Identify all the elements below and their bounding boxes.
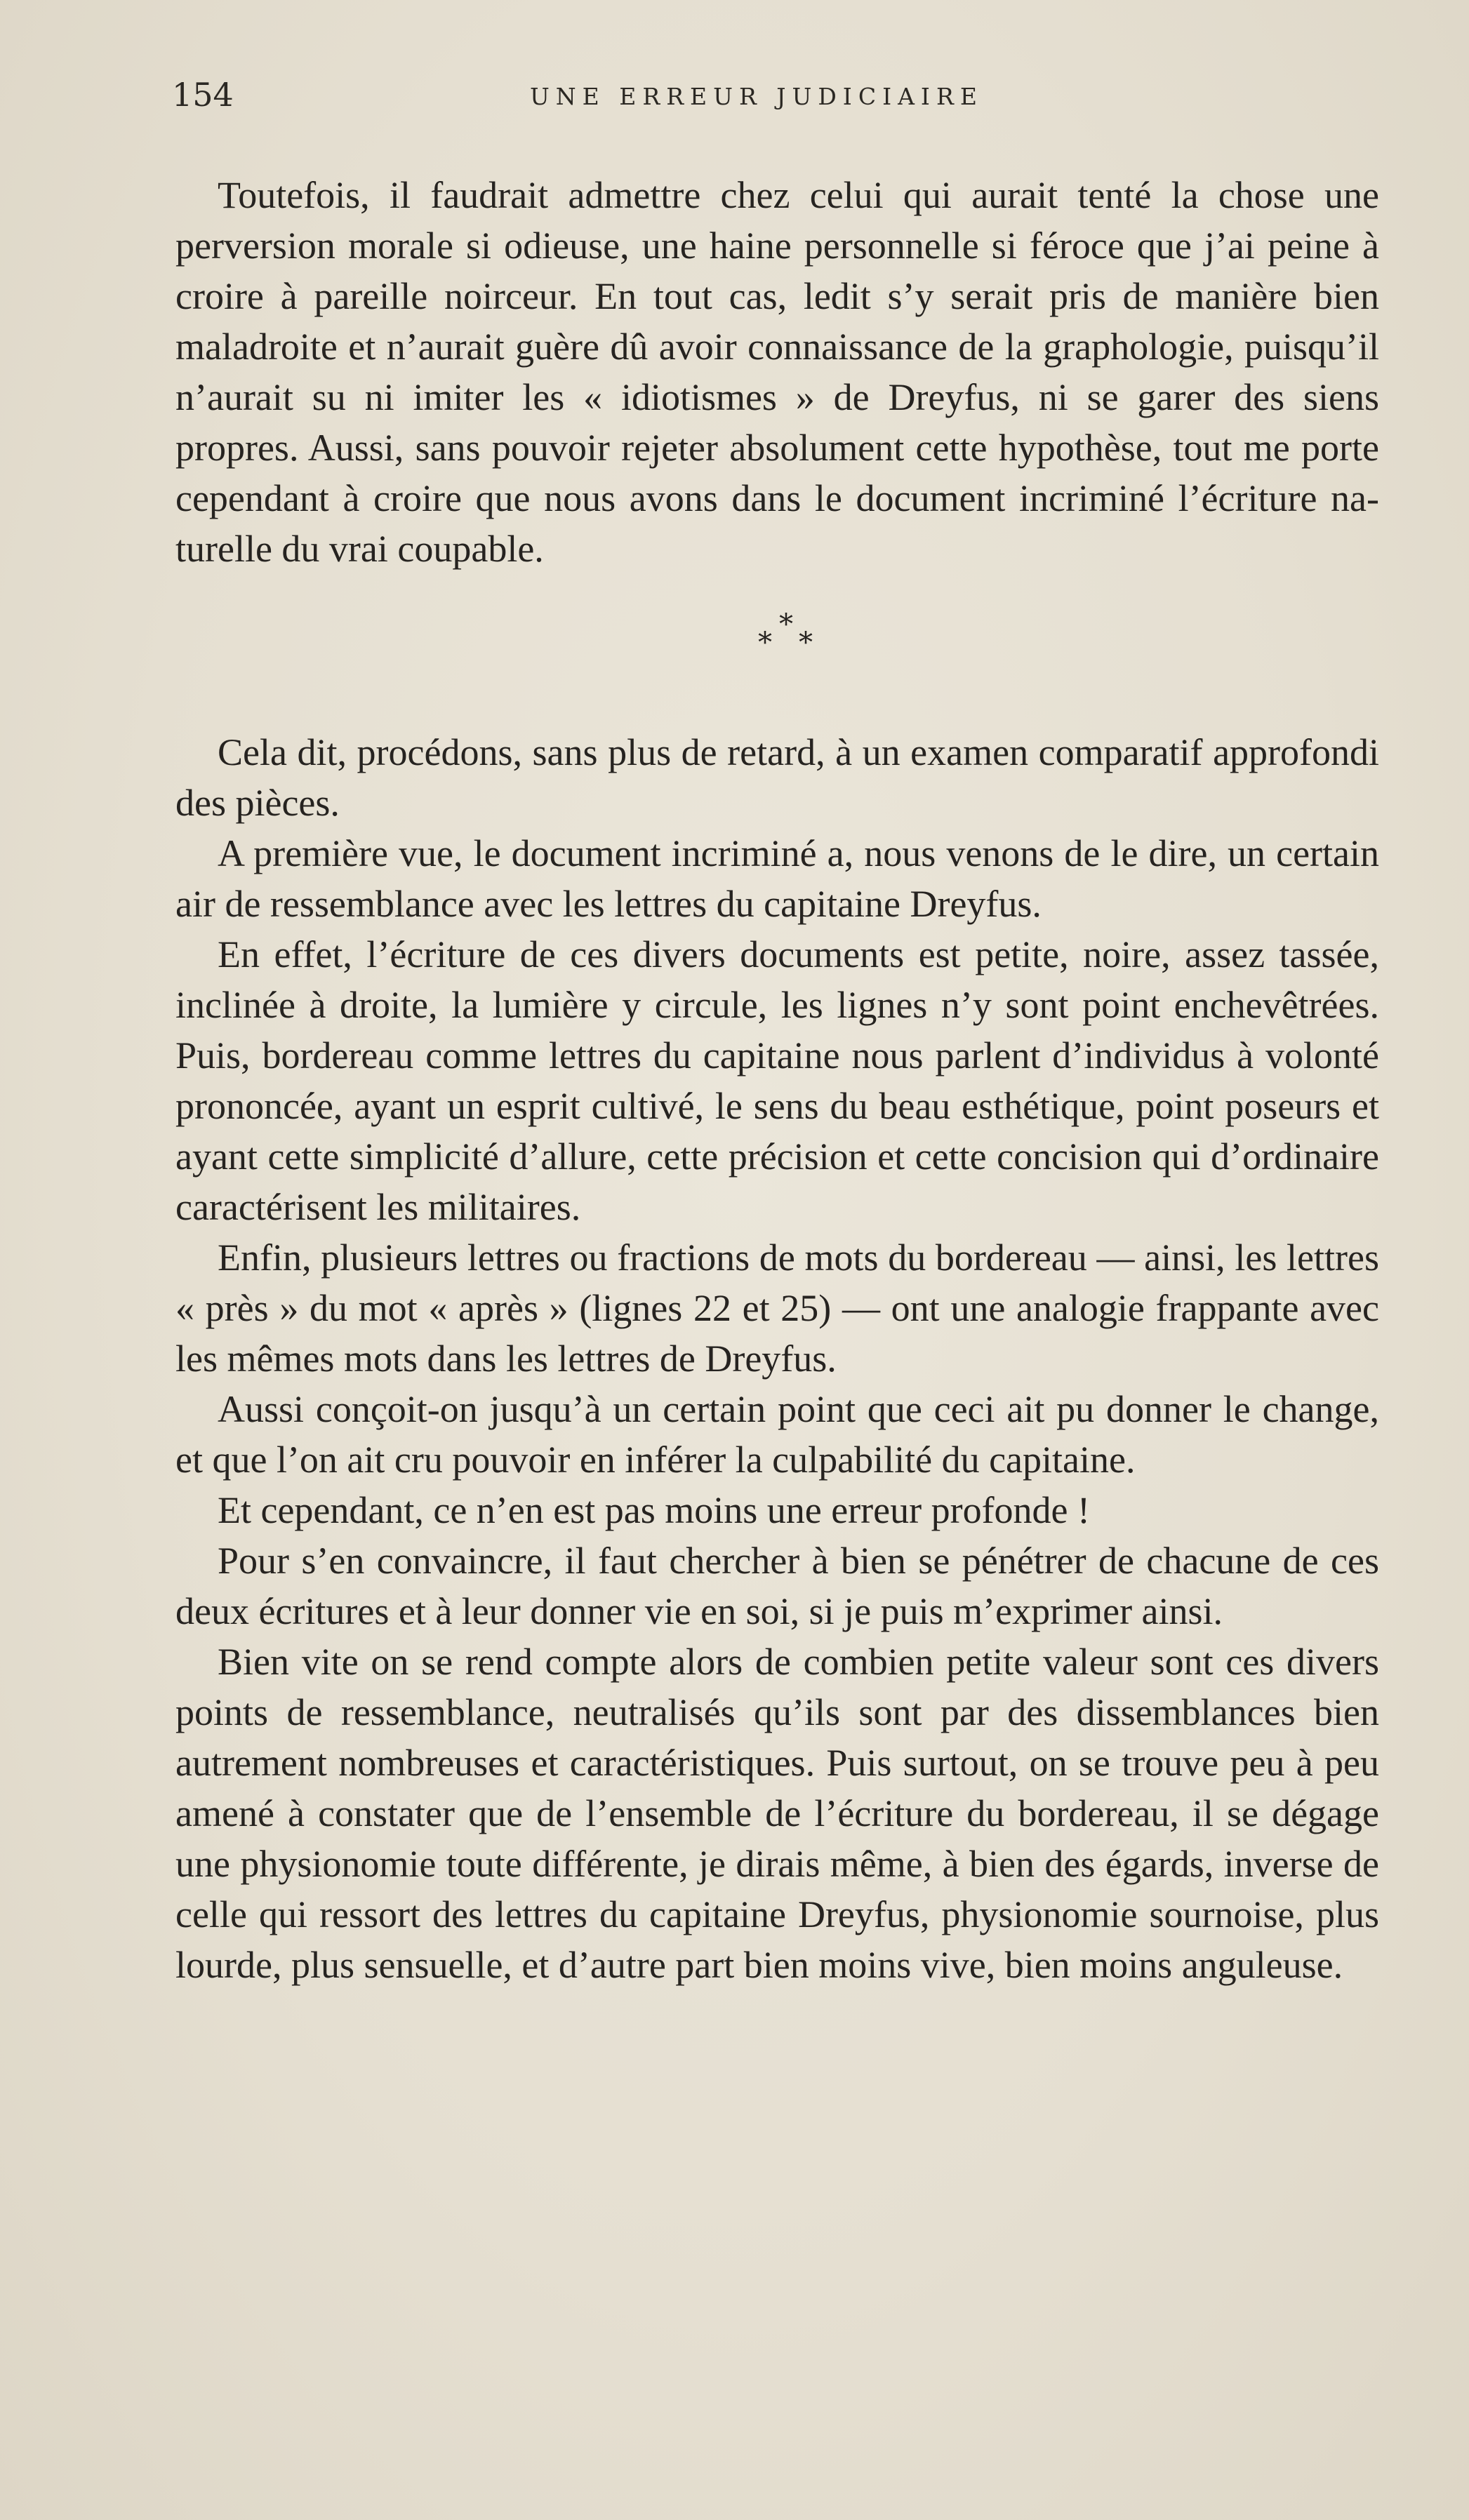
page-body xyxy=(175,170,1379,1990)
section-asterism xyxy=(175,574,1379,727)
paragraph-examen: Cela dit, procédons, sans plus de retard, à un examen comparatif approfondi des pièces. xyxy=(175,731,1379,824)
running-title: UNE ERREUR JUDICIAIRE xyxy=(530,83,983,110)
paragraph-premiere-vue: A première vue, le document incriminé a, nous venons de le dire, un certain air de ressemblance avec les lettres du capitaine Dreyfus. xyxy=(175,832,1379,925)
paragraph-convaincre: Pour s’en convaincre, il faut chercher à bien se pénétrer de chacune de ces deux écritures et à leur donner vie en soi, si je puis m’exprimer ainsi. xyxy=(175,1540,1379,1632)
paragraph-bien-vite: Bien vite on se rend compte alors de combien petite valeur sont ces divers points de ressemblance, neutralisés qu’ils sont par des dissemblances bien autrement nombreuses et caractéristiques. Puis surtout, on se trouve peu à peu amené à constater que de l’ensemble de l’écriture du bordereau, il se dégage une physionomie toute différente, je dirais même, à bien des égards, inverse de celle qui ressort des lettres du capitaine Dreyfus, physionomie sournoise, plus lourde, plus sensuelle, et d’autre part bien moins vive, bien moins anguleuse. xyxy=(175,1641,1379,1986)
paragraph-cependant: Et cependant, ce n’en est pas moins une erreur profonde ! xyxy=(218,1489,1091,1531)
asterism-star: * xyxy=(758,627,772,659)
paragraph-en-effet: En effet, l’écriture de ces divers documents est petite, noire, assez tassée, inclinée à droite, la lumière y circule, les lignes n’y sont point enchevêtrées. Puis, bordereau comme lettres du capitaine nous parlent d’individus à volonté prononcée, ayant un esprit cultivé, le sens du beau esthétique, point poseurs et ayant cette simplicité d’allure, cette précision et cette concision qui d’ordinaire caractérisent les militaires. xyxy=(175,933,1379,1228)
asterism-star: * xyxy=(779,608,793,641)
paragraph-aussi: Aussi conçoit-on jusqu’à un certain point que ceci ait pu donner le change, et que l’on ait cru pouvoir en inférer la culpabilité du capitaine. xyxy=(175,1388,1379,1481)
page-number: 154 xyxy=(172,76,234,114)
asterism-star: * xyxy=(799,627,813,659)
paragraph-hypothese: Toutefois, il faudrait admettre chez celui qui aurait tenté la chose une perversion morale si odieuse, une haine personnelle si féroce que j’ai peine à croire à pareille noirceur. En tout cas, ledit s’y serait pris de manière bien maladroite et n’aurait guère dû avoir connaissance de la graphologie, puisqu’il n’aurait su ni imiter les « idiotismes » de Dreyfus, ni se garer des siens propres. Aussi, sans pouvoir rejeter absolument cette hypothèse, tout me porte cependant à croire que nous avons dans le document incriminé l’écriture naturelle du vrai coupable. xyxy=(175,174,1379,570)
page-header xyxy=(172,76,1379,125)
paragraph-enfin: Enfin, plusieurs lettres ou fractions de mots du bordereau — ainsi, les lettres « près » du mot « après » (lignes 22 et 25) — ont une analogie frappante avec les mêmes mots dans les lettres de Dreyfus. xyxy=(175,1236,1379,1380)
